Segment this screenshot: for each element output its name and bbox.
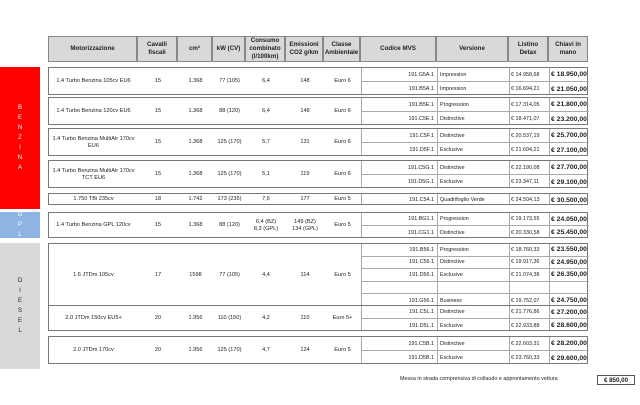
listino-cell: € 24.504,13 — [511, 197, 540, 203]
chiavi-in-mano-cell: € 30.500,00 — [551, 196, 587, 204]
codice-mvs-cell: 191.C5F.1 — [361, 129, 437, 143]
kw-cell: 110 (150) — [217, 315, 242, 322]
listino-cell — [509, 282, 549, 295]
codice-mvs-cell: 191.B5A.1 — [408, 86, 434, 92]
kw-cell: 88 (120) — [219, 108, 240, 115]
emissioni-cell: 148 — [300, 78, 310, 85]
consumo-cell: 4,4 — [262, 271, 270, 278]
codice-mvs-cell: 191.G56.1 — [408, 297, 434, 304]
section-letter: G — [17, 212, 23, 218]
consumo-cell: 6,4 — [262, 78, 270, 85]
chiavi-in-mano-cell: € 28.200,00 — [549, 337, 589, 351]
kw-cell: 125 (170) — [217, 347, 242, 354]
section-letter: L — [18, 328, 22, 334]
versione-cell: Quadrifoglio Verde — [440, 197, 485, 203]
motorizzazione-cell: 1.4 Turbo Benzina MultiAir 170cv TCT EU6 — [52, 167, 135, 181]
codice-mvs-cell: 191.D5G.1 — [407, 179, 434, 185]
section-letter: E — [17, 115, 22, 121]
codice-mvs-cell — [361, 282, 437, 295]
model-group — [48, 305, 588, 331]
cavalli-fiscali-cell: 20 — [154, 315, 162, 322]
cavalli-fiscali-cell: 15 — [154, 171, 162, 178]
codice-mvs-cell: 191.C54.1 — [409, 197, 434, 203]
kw-cell: 125 (170) — [217, 171, 242, 178]
emissioni-cell: 131 — [300, 139, 310, 146]
consumo-cell: 7,6 — [262, 196, 270, 203]
section-letter: E — [17, 298, 22, 304]
cm3-cell: 1598 — [189, 271, 202, 278]
cm3-cell: 1.368 — [188, 139, 203, 146]
codice-mvs-cell: 191.C5G.1 — [361, 161, 437, 175]
chiavi-in-mano-cell: € 24.750,00 — [551, 297, 587, 305]
versione-cell: Distinctive — [437, 129, 509, 143]
chiavi-in-mano-cell: € 18.950,00 — [549, 68, 589, 82]
versione-cell: Exclusive — [440, 179, 463, 185]
motorizzazione-cell: 2.0 JTDm 150cv EU5+ — [65, 315, 122, 322]
versione-cell: Exclusive — [440, 147, 463, 153]
listino-cell: € 20.330,58 — [511, 229, 540, 236]
header-codice: Codice MVS — [360, 36, 436, 62]
chiavi-in-mano-cell: € 24.950,00 — [549, 257, 589, 270]
model-group — [48, 243, 588, 306]
footer-note: Messa in strada comprensiva di collaudo e approntamento vettura — [400, 376, 558, 382]
cm3-cell: 1.956 — [188, 315, 203, 322]
consumo-cell: 4,2 — [262, 315, 270, 322]
versione-cell: Distinctive — [440, 116, 465, 122]
section-diesel — [0, 243, 40, 369]
motorizzazione-cell: 1.750 TBi 235cv — [73, 196, 114, 203]
codice-mvs-cell: 191.D5L.1 — [409, 322, 434, 329]
cavalli-fiscali-cell: 15 — [154, 139, 162, 146]
versione-cell: Exclusive — [440, 355, 463, 361]
chiavi-in-mano-cell: € 21.050,00 — [551, 85, 587, 93]
chiavi-in-mano-cell: € 23.550,00 — [549, 244, 589, 257]
section-letter: N — [17, 155, 23, 161]
listino-cell: € 22.190,08 — [509, 161, 549, 175]
classe-cell: Euro 5 — [334, 222, 351, 229]
listino-cell: € 17.314,05 — [509, 98, 549, 112]
emissioni-cell: 148 — [300, 108, 310, 115]
emissioni-cell: 177 — [300, 196, 310, 203]
section-letter: D — [17, 278, 23, 284]
codice-mvs-cell: 191.D56.1 — [361, 269, 437, 282]
motorizzazione-cell: 1.4 Turbo Benzina GPL 120cv — [56, 222, 131, 229]
section-letter: I — [19, 145, 21, 151]
listino-cell: € 21.694,21 — [511, 147, 540, 153]
emissioni-cell: 119 — [300, 171, 310, 178]
cavalli-fiscali-cell: 15 — [154, 222, 162, 229]
section-benzina — [0, 67, 40, 209]
cm3-cell: 1.368 — [188, 171, 203, 178]
chiavi-in-mano-cell: € 29.600,00 — [551, 354, 587, 362]
cm3-cell: 1.956 — [188, 347, 203, 354]
model-group — [48, 97, 588, 125]
motorizzazione-cell: 1.6 JTDm 105cv — [73, 271, 114, 278]
chiavi-in-mano-cell: € 27.700,00 — [549, 161, 589, 175]
emissioni-cell: 114 — [300, 271, 310, 278]
header-classe: Classe Ambientale — [323, 36, 360, 62]
chiavi-in-mano-cell: € 29.100,00 — [551, 178, 587, 186]
chiavi-in-mano-cell: € 23.200,00 — [551, 115, 587, 123]
versione-cell: Progression — [437, 244, 509, 257]
listino-cell: € 16.694,21 — [511, 86, 540, 92]
footer-amount: € 850,00 — [597, 375, 635, 385]
listino-cell: € 21.074,38 — [509, 269, 549, 282]
classe-cell: Euro 5 — [334, 196, 351, 203]
cavalli-fiscali-cell: 20 — [154, 347, 162, 354]
codice-mvs-cell: 191.BG1.1 — [361, 213, 437, 226]
section-letter: I — [19, 288, 21, 294]
cm3-cell: 1.368 — [188, 78, 203, 85]
cavalli-fiscali-cell: 17 — [154, 271, 162, 278]
model-group — [48, 128, 588, 156]
consumo-cell: 6,4 — [262, 108, 270, 115]
model-group — [48, 193, 588, 205]
versione-cell: Progression — [437, 98, 509, 112]
kw-cell: 173 (235) — [217, 196, 242, 203]
motorizzazione-cell: 2.0 JTDm 170cv — [73, 347, 114, 354]
codice-mvs-cell: 191.B5E.1 — [361, 98, 437, 112]
header-versione: Versione — [436, 36, 508, 62]
listino-cell: € 14.958,68 — [509, 68, 549, 82]
listino-cell: € 22.933,88 — [511, 322, 540, 329]
classe-cell: Euro 5 — [334, 271, 351, 278]
chiavi-in-mano-cell: € 28.600,00 — [551, 322, 587, 329]
versione-cell: Exclusive — [440, 322, 463, 329]
header-kw: kW (CV) — [212, 36, 245, 62]
chiavi-in-mano-cell: € 21.800,00 — [549, 98, 589, 112]
consumo-cell: 5,7 — [262, 139, 270, 146]
versione-cell: Progression — [437, 213, 509, 226]
model-group — [48, 160, 588, 188]
listino-cell: € 19.173,55 — [509, 213, 549, 226]
section-letter: L — [18, 232, 22, 238]
section-letter: N — [17, 125, 23, 131]
classe-cell: Euro 5+ — [332, 315, 353, 322]
kw-cell: 77 (105) — [219, 271, 240, 278]
listino-cell: € 19.917,36 — [509, 257, 549, 270]
versione-cell: Distinctive — [437, 337, 509, 351]
header-chiavi: Chiavi in mano — [548, 36, 588, 62]
header-cavalli-fiscali: Cavalli fiscali — [137, 36, 177, 62]
classe-cell: Euro 6 — [334, 171, 351, 178]
section-letter: A — [17, 165, 22, 171]
versione-cell: Distinctive — [440, 229, 465, 236]
section-letter: Z — [18, 135, 22, 141]
codice-mvs-cell: 191.C5L.1 — [361, 306, 437, 319]
versione-cell: Exclusive — [437, 269, 509, 282]
emissioni-cell: 124 — [300, 347, 310, 354]
versione-cell: Impression — [440, 86, 467, 92]
section-letter: P — [17, 222, 22, 228]
section-letter: E — [17, 318, 22, 324]
versione-cell: Business — [440, 297, 462, 304]
kw-cell: 77 (105) — [219, 78, 240, 85]
consumo-cell: 6,4 (BZ) 8,3 (GPL) — [253, 218, 279, 232]
codice-mvs-cell: 191.C5B.1 — [361, 337, 437, 351]
versione-cell: Impression — [437, 68, 509, 82]
listino-cell: € 20.537,19 — [509, 129, 549, 143]
versione-cell: Distinctive — [437, 257, 509, 270]
codice-mvs-cell: 191.C56.1 — [361, 257, 437, 270]
header-motorizzazione: Motorizzazione — [48, 36, 137, 62]
motorizzazione-cell: 1.4 Turbo Benzina MultiAir 170cv EU6 — [52, 135, 135, 149]
chiavi-in-mano-cell: € 27.100,00 — [551, 146, 587, 154]
listino-cell: € 22.603,31 — [509, 337, 549, 351]
chiavi-in-mano-cell: € 27.200,00 — [549, 306, 589, 319]
listino-cell: € 19.752,07 — [511, 297, 540, 304]
listino-cell: € 18.760,33 — [509, 244, 549, 257]
motorizzazione-cell: 1.4 Turbo Benzina 105cv EU6 — [56, 78, 131, 85]
model-group — [48, 212, 588, 238]
cm3-cell: 1.742 — [188, 196, 203, 203]
listino-cell: € 23.347,11 — [511, 179, 540, 185]
model-group — [48, 67, 588, 95]
listino-cell: € 21.776,86 — [509, 306, 549, 319]
kw-cell: 125 (170) — [217, 139, 242, 146]
cm3-cell: 1.368 — [188, 222, 203, 229]
classe-cell: Euro 6 — [334, 108, 351, 115]
classe-cell: Euro 6 — [334, 139, 351, 146]
codice-mvs-cell: 191.B56.1 — [361, 244, 437, 257]
codice-mvs-cell: 191.D5B.1 — [408, 355, 434, 361]
chiavi-in-mano-cell: € 25.450,00 — [551, 229, 587, 236]
header-listino: Listino Detax — [508, 36, 548, 62]
listino-cell: € 23.760,33 — [511, 355, 540, 361]
header-emissioni: Emissioni CO2 g/km — [285, 36, 323, 62]
classe-cell: Euro 6 — [334, 78, 351, 85]
emissioni-cell: 149 (BZ) 134 (GPL) — [292, 218, 318, 232]
versione-cell: Distinctive — [437, 306, 509, 319]
versione-cell: Distinctive — [437, 161, 509, 175]
cavalli-fiscali-cell: 15 — [154, 108, 162, 115]
model-group — [48, 336, 588, 364]
codice-mvs-cell: 191.CG1.1 — [407, 229, 434, 236]
cavalli-fiscali-cell: 15 — [154, 78, 162, 85]
consumo-cell: 4,7 — [262, 347, 270, 354]
consumo-cell: 5,1 — [262, 171, 270, 178]
codice-mvs-cell: 191.C5E.1 — [408, 116, 434, 122]
section-letter: B — [17, 105, 22, 111]
section-gpl — [0, 212, 40, 238]
codice-mvs-cell: 191.D5F.1 — [409, 147, 434, 153]
cavalli-fiscali-cell: 18 — [154, 196, 162, 203]
header-cm3: cm³ — [177, 36, 212, 62]
chiavi-in-mano-cell: € 24.050,00 — [549, 213, 589, 226]
chiavi-in-mano-cell — [549, 282, 589, 295]
classe-cell: Euro 5 — [334, 347, 351, 354]
motorizzazione-cell: 1.4 Turbo Benzina 120cv EU6 — [56, 108, 131, 115]
header-consumo: Consumo combinato (l/100km) — [245, 36, 285, 62]
listino-cell: € 18.471,07 — [511, 116, 540, 122]
chiavi-in-mano-cell: € 26.350,00 — [549, 269, 589, 282]
emissioni-cell: 110 — [300, 315, 310, 322]
codice-mvs-cell: 191.G5A.1 — [361, 68, 437, 82]
versione-cell — [437, 282, 509, 295]
chiavi-in-mano-cell: € 25.700,00 — [549, 129, 589, 143]
section-letter: S — [17, 308, 22, 314]
cm3-cell: 1.368 — [188, 108, 203, 115]
kw-cell: 88 (120) — [219, 222, 240, 229]
